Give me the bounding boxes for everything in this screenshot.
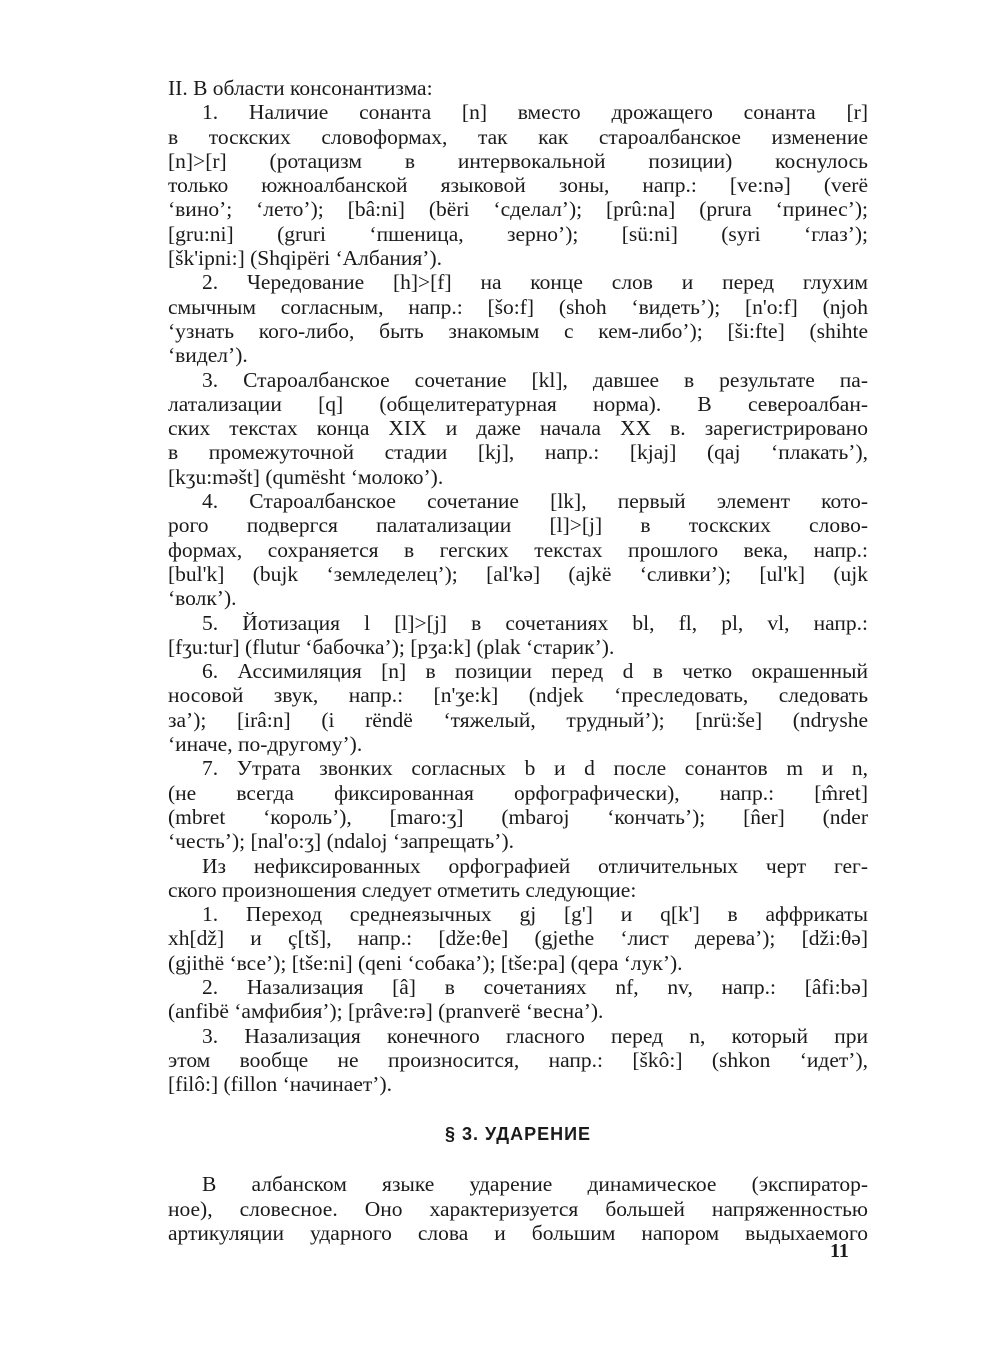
text-line: носовой звук, напр.: [n'ʒe:k] (ndjek ‘преследовать, следовать: [168, 683, 868, 708]
text-line: 6. Ассимиляция [n] в позиции перед d в четко окрашенный: [202, 659, 868, 684]
text-line: ‘видел’).: [168, 343, 248, 368]
text-line: ских текстах конца XIX и даже начала XX в. зарегистрировано: [168, 416, 868, 441]
text-line: (не всегда фиксированная орфографически), напр.: [m̂ret]: [168, 780, 868, 805]
text-line: 2. Назализация [â] в сочетаниях nf, nv, напр.: [âfi:bə]: [202, 974, 868, 999]
text-line: ‘волк’).: [168, 586, 237, 611]
text-line: [kʒu:məšt] (qumësht ‘молоко’).: [168, 464, 444, 489]
text-line: (anfibë ‘амфибия’); [prâve:rə] (pranverë ‘весна’).: [168, 999, 604, 1024]
section-intro: [168, 76, 868, 100]
text-line: латализации [q] (общелитературная норма). В североалбан-: [168, 391, 868, 416]
page-number: 11: [830, 1240, 849, 1262]
text-line: 5. Йотизация l [l]>[j] в сочетаниях bl, fl, pl, vl, напр.:: [202, 610, 868, 635]
text-line: Из нефиксированных орфографией отличительных черт гег-: [202, 853, 868, 878]
text-line: 3. Староалбанское сочетание [kl], давшее в результате па-: [202, 367, 868, 392]
text-line: ‘вино’; ‘лето’); [bâ:ni] (bëri ‘сделал’); [prû:na] (prura ‘принес’);: [168, 197, 868, 222]
text-line: ‘честь’); [nal'o:ʒ] (ndaloj ‘запрещать’).: [168, 829, 514, 854]
text-line: этом вообще не произносится, напр.: [škô:] (shkon ‘идет’),: [168, 1047, 868, 1072]
text-line: 2. Чередование [h]>[f] на конце слов и перед глухим: [202, 270, 868, 295]
text-line: только южноалбанской языковой зоны, напр.: [ve:nə] (verë: [168, 173, 868, 198]
text-line: (gjithë ‘все’); [tše:ni] (qeni ‘собака’); [tše:pa] (qepa ‘лук’).: [168, 950, 683, 975]
text-line: за’); [irâ:n] (i rëndë ‘тяжелый, трудный’); [nrü:še] (ndryshe: [168, 707, 868, 732]
stress-section: [168, 1172, 868, 1245]
text-line: 4. Староалбанское сочетание [lk], первый элемент кото-: [202, 489, 868, 514]
text-line: смычным согласным, напр.: [šo:f] (shoh ‘видеть’); [n'o:f] (njoh: [168, 294, 868, 319]
text-line: xh[dž] и ç[tš], напр.: [dže:θe] (gjethe ‘лист дерева’); [dži:θə]: [168, 926, 868, 951]
text-line: 3. Назализация конечного гласного перед n, который при: [202, 1023, 868, 1048]
text-line: рого подвергся палатализации [l]>[j] в тоскских слово-: [168, 513, 868, 538]
page-body: [168, 76, 868, 1245]
text-line: [gru:ni] (gruri ‘пшеница, зерно’); [sü:ni] (syri ‘глаз’);: [168, 221, 868, 246]
text-line: ное), словесное. Оно характеризуется большей напряженностью: [168, 1196, 868, 1221]
text-line: В албанском языке ударение динамическое (экспиратор-: [202, 1172, 868, 1197]
text-line: 1. Переход среднеязычных gj [g'] и q[k'] в аффрикаты: [202, 902, 868, 927]
text-line: в промежуточной стадии [kj], напр.: [kjaj] (qaj ‘плакать’),: [168, 440, 868, 465]
text-line: артикуляции ударного слова и большим напором выдыхаемого: [168, 1221, 868, 1246]
text-line: ского произношения следует отметить следующие:: [168, 877, 637, 902]
consonantism-section: [168, 100, 868, 1096]
text-line: [bul'k] (bujk ‘земледелец’); [al'kə] (ajkë ‘сливки’); [ul'k] (ujk: [168, 561, 868, 586]
text-line: [n]>[r] (ротацизм в интервокальной позиции) коснулось: [168, 148, 868, 173]
text-line: (mbret ‘король’), [maro:ʒ] (mbaroj ‘кончать’); [n̂er] (nder: [168, 804, 868, 829]
text-line: [fʒu:tur] (flutur ‘бабочка’); [pʒa:k] (plak ‘старик’).: [168, 634, 615, 659]
text-line: 1. Наличие сонанта [n] вместо дрожащего сонанта [r]: [202, 100, 868, 125]
text-line: в тоскских словоформах, так как староалбанское изменение: [168, 124, 868, 149]
text-line: [šk'ipni:] (Shqipëri ‘Албания’).: [168, 246, 442, 271]
section-heading: § 3. УДАРЕНИЕ: [444, 1124, 592, 1145]
text-line: формах, сохраняется в гегских текстах прошлого века, напр.:: [168, 537, 868, 562]
text-line: [filô:] (fillon ‘начинает’).: [168, 1072, 392, 1097]
text-line: ‘узнать кого-либо, быть знакомым с кем-либо’); [ši:fte] (shihte: [168, 318, 868, 343]
text-line: ‘иначе, по-другому’).: [168, 732, 363, 757]
text-line: 7. Утрата звонких согласных b и d после сонантов m и n,: [202, 756, 868, 781]
text-line: II. В области консонантизма:: [168, 76, 433, 100]
